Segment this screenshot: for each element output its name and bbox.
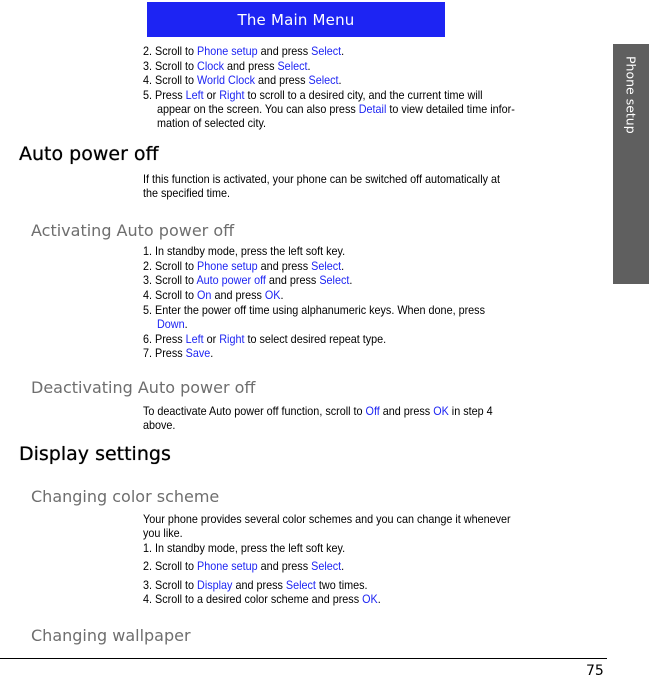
- chapter-side-tab-label: Phone setup: [623, 56, 639, 134]
- activating-step-6: 6. Press Left or Right to select desired repeat type.: [143, 332, 387, 346]
- color-scheme-step-1: 1. In standby mode, press the left soft key.: [143, 541, 346, 555]
- deactivating-line-2: above.: [143, 418, 176, 432]
- footer-rule: [0, 658, 607, 659]
- activating-step-5: 5. Enter the power off time using alphanumeric keys. When done, press: [143, 303, 485, 317]
- auto-power-off-intro-1: If this function is activated, your phone can be switched off automatically at: [143, 172, 501, 186]
- activating-step-1: 1. In standby mode, press the left soft key.: [143, 244, 346, 258]
- heading-display-settings: Display settings: [19, 443, 171, 465]
- activating-step-4: 4. Scroll to On and press OK.: [143, 288, 284, 302]
- color-scheme-step-3: 3. Scroll to Display and press Select two times.: [143, 578, 368, 592]
- page-number: 75: [586, 663, 604, 679]
- activating-step-7: 7. Press Save.: [143, 346, 214, 360]
- subheading-wallpaper: Changing wallpaper: [31, 626, 191, 645]
- color-scheme-step-2: 2. Scroll to Phone setup and press Select.: [143, 559, 345, 573]
- clock-step-5-line-3: mation of selected city.: [157, 116, 267, 130]
- activating-step-5-line-2: Down.: [157, 317, 188, 331]
- chapter-side-tab: [613, 44, 649, 284]
- section-banner: The Main Menu: [147, 2, 445, 37]
- subheading-deactivating: Deactivating Auto power off: [31, 378, 256, 397]
- color-scheme-intro-2: you like.: [143, 526, 183, 540]
- clock-step-4: 4. Scroll to World Clock and press Select.: [143, 73, 342, 87]
- clock-step-3: 3. Scroll to Clock and press Select.: [143, 59, 311, 73]
- activating-step-2: 2. Scroll to Phone setup and press Select.: [143, 259, 345, 273]
- clock-step-2: 2. Scroll to Phone setup and press Select.: [143, 44, 345, 58]
- auto-power-off-intro-2: the specified time.: [143, 186, 231, 200]
- heading-auto-power-off: Auto power off: [19, 143, 159, 165]
- clock-step-5: 5. Press Left or Right to scroll to a desired city, and the current time will: [143, 88, 483, 102]
- subheading-activating: Activating Auto power off: [31, 221, 235, 240]
- color-scheme-step-4: 4. Scroll to a desired color scheme and press OK.: [143, 592, 381, 606]
- deactivating-line-1: To deactivate Auto power off function, scroll to Off and press OK in step 4: [143, 404, 493, 418]
- subheading-color-scheme: Changing color scheme: [31, 487, 220, 506]
- color-scheme-intro-1: Your phone provides several color schemes and you can change it whenever: [143, 512, 511, 526]
- activating-step-3: 3. Scroll to Auto power off and press Select.: [143, 273, 353, 287]
- clock-step-5-line-2: appear on the screen. You can also press Detail to view detailed time infor-: [157, 102, 515, 116]
